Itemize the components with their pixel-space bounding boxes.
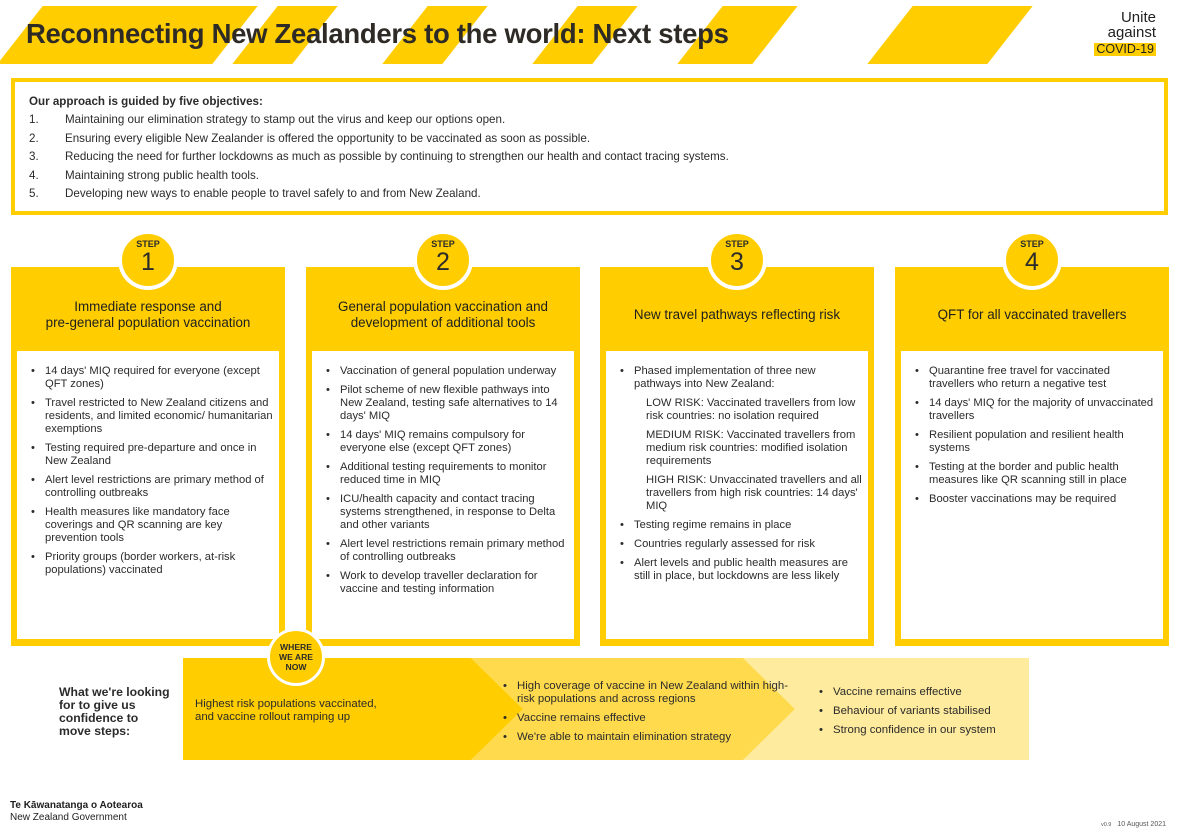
stage-1-line: Highest risk populations vaccinated, [195,698,377,710]
step-3-card [600,239,874,646]
step-1-badge [119,231,177,289]
step-item: • Additional testing requirements to monitor reduced time in MIQ [320,461,568,487]
objective-item [29,113,1150,126]
gov-name-maori: Te Kāwanatanga o Aotearoa [10,800,143,811]
step-3-body [606,351,868,639]
step-item: • Countries regularly assessed for risk [614,538,862,551]
gov-name-english: New Zealand Government [10,812,127,823]
step-item: • Alert level restrictions are primary method of controlling outbreaks [25,474,273,500]
where-line: NOW [285,662,307,672]
step-item: • Phased implementation of three new pathways into New Zealand: [614,365,862,391]
criteria-item: • Behaviour of variants stabilised [817,705,1027,718]
step-item: • Vaccination of general population underway [320,365,568,378]
objectives-box [11,78,1168,215]
objective-text: Ensuring every eligible New Zealander is offered the opportunity to be vaccinated as soon as possible. [65,131,591,145]
step-sub-item-low-risk: LOW RISK: Vaccinated travellers from low risk countries: no isolation required [646,397,856,422]
step-label: STEP [136,239,160,249]
confidence-label-line: confidence to [59,711,139,725]
criteria-item: • Strong confidence in our system [817,724,1027,737]
stage-1-criteria [195,698,377,724]
step-number: 1 [141,248,155,276]
step-label: STEP [431,239,455,249]
document-version: v0.9 [1100,822,1112,828]
step-label: STEP [1020,239,1044,249]
step-1-card [11,239,285,646]
step-2-card [306,239,580,646]
objective-item [29,132,1150,145]
step-title-line: General population vaccination and [338,299,548,314]
step-item: • Travel restricted to New Zealand citizens and residents, and limited economic/ humanitarian exemptions [25,397,273,436]
step-item: • Priority groups (border workers, at-risk populations) vaccinated [25,551,273,577]
objective-text: Maintaining strong public health tools. [65,168,259,182]
nz-government-logo [10,800,143,824]
step-item: • 14 days' MIQ required for everyone (except QFT zones) [25,365,273,391]
where-we-are-now-badge [267,628,325,686]
stage-1-line: and vaccine rollout ramping up [195,711,351,723]
objective-number: 2. [29,131,39,145]
step-item: • 14 days' MIQ for the majority of unvaccinated travellers [909,397,1157,423]
stage-3-criteria [817,686,1027,743]
objective-number: 4. [29,168,39,182]
confidence-label-line: What we're looking [59,685,170,699]
step-number: 3 [730,248,744,276]
step-number: 4 [1025,248,1039,276]
step-item: • Testing regime remains in place [614,519,862,532]
step-title-line: New travel pathways reflecting risk [633,307,841,322]
step-item: • Health measures like mandatory face coverings and QR scanning are key prevention tools [25,506,273,545]
step-item: • Quarantine free travel for vaccinated travellers who return a negative test [909,365,1157,391]
step-sub-item-medium-risk: MEDIUM RISK: Vaccinated travellers from medium risk countries: modified isolation requirements [646,429,856,467]
step-4-badge [1003,231,1061,289]
unite-against-covid-logo [1094,10,1156,58]
where-line: WE ARE [278,652,314,662]
objective-text: Reducing the need for further lockdowns as much as possible by continuing to strengthen our health and contact tracing systems. [65,150,729,163]
step-2-body [312,351,574,639]
objective-text: Maintaining our elimination strategy to stamp out the virus and keep our options open. [65,113,506,126]
confidence-label-line: for to give us [59,698,136,712]
step-item: • Resilient population and resilient health systems [909,429,1157,455]
document-date [1101,821,1166,828]
step-title-line: pre-general population vaccination [45,315,251,330]
step-item: • Booster vaccinations may be required [909,493,1157,506]
step-item: • ICU/health capacity and contact tracing systems strengthened, in response to Delta and other variants [320,493,568,532]
step-1-body [17,351,279,639]
criteria-item: • High coverage of vaccine in New Zealand within high-risk populations and across regions [501,680,791,706]
objective-number: 1. [29,113,39,126]
step-4-card [895,239,1169,646]
step-item: • Testing required pre-departure and once in New Zealand [25,442,273,468]
step-item: • Pilot scheme of new flexible pathways into New Zealand, testing safe alternatives to 14 days' MIQ [320,384,568,423]
step-item: • Alert level restrictions remain primary method of controlling outbreaks [320,538,568,564]
confidence-label-line: move steps: [59,724,131,738]
stage-2-criteria [501,680,791,750]
objective-item [29,187,1150,200]
step-label: STEP [725,239,749,249]
criteria-item: • Vaccine remains effective [817,686,1027,699]
objective-item [29,150,1150,163]
objectives-heading: Our approach is guided by five objectives: [29,95,263,108]
step-title-line: Immediate response and [74,299,222,314]
step-2-badge [414,231,472,289]
step-item: • Work to develop traveller declaration for vaccine and testing information [320,570,568,596]
step-sub-item-high-risk: HIGH RISK: Unvaccinated travellers and all travellers from high risk countries: 14 days' MIQ [646,474,862,512]
objectives-list [29,113,1150,200]
logo-line-1: Unite [1120,9,1156,26]
step-4-body [901,351,1163,639]
step-item: • 14 days' MIQ remains compulsory for everyone else (except QFT zones) [320,429,568,455]
objective-number: 5. [29,187,39,200]
step-title-line: development of additional tools [350,315,536,330]
criteria-item: • We're able to maintain elimination strategy [501,731,791,744]
page-title: Reconnecting New Zealanders to the world: Next steps [26,18,729,49]
where-line: WHERE [280,642,312,652]
step-item: • Testing at the border and public health measures like QR scanning still in place [909,461,1157,487]
objective-item [29,169,1150,182]
criteria-item: • Vaccine remains effective [501,712,791,725]
logo-line-3: COVID-19 [1096,42,1154,56]
objective-text: Developing new ways to enable people to travel safely to and from New Zealand. [65,187,481,200]
step-item: • Alert levels and public health measures are still in place, but lockdowns are less likely [614,557,862,583]
document-date-text: 10 August 2021 [1117,821,1166,828]
step-title-line: QFT for all vaccinated travellers [937,307,1127,322]
logo-line-2: against [1107,24,1156,41]
step-number: 2 [436,248,450,276]
step-3-badge [708,231,766,289]
objective-number: 3. [29,150,39,163]
confidence-label [59,686,179,738]
